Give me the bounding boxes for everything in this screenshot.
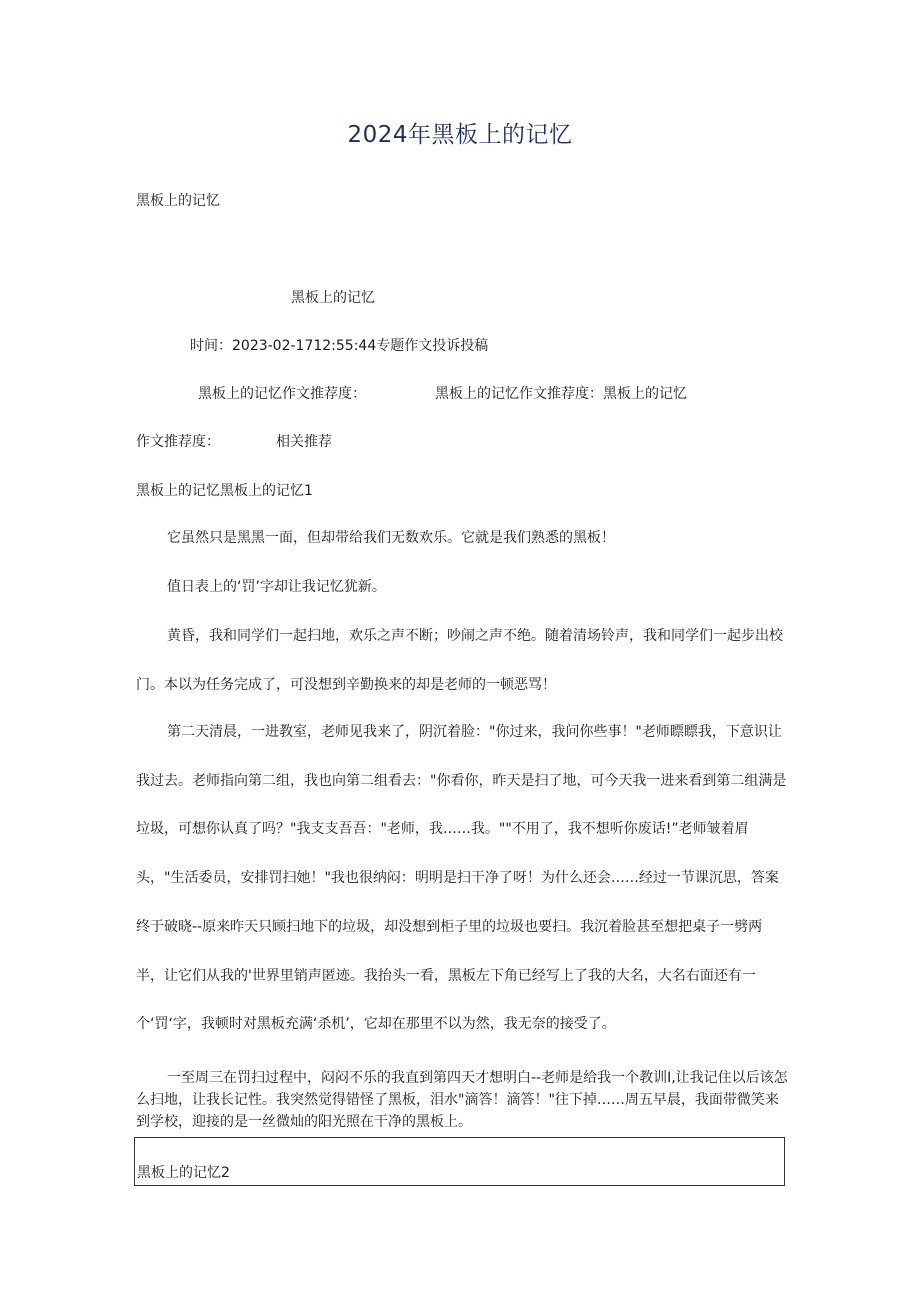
section-heading-1: 黑板上的记忆黑板上的记忆1 [136,483,313,499]
document-subtitle: 黑板上的记忆 [136,193,220,209]
recommend-label-3: 作文推荐度： [136,434,220,450]
section-heading-2: 黑板上的记忆2 [137,1165,230,1181]
paragraph: 值日表上的‘罚’字却让我记忆犹新。 [167,579,386,595]
article-inner-title: 黑板上的记忆 [291,290,375,306]
paragraph: 一至周三在罚扫过程中，闷闷不乐的我直到第四天才想明白--老师是给我一个教训I,让我记住以后该怎么扫地，让我长记性。我突然觉得错怪了黑板，泪水"滴答！滴答！"往下掉……周五早晨，我面带微笑来到学校，迎接的是一丝微灿的阳光照在干净的黑板上。 [136,1070,788,1130]
recommend-label-1: 黑板上的记忆作文推荐度： [198,386,366,402]
document-title: 2024年黑板上的记忆 [347,122,573,148]
paragraph: 第二天清晨，一进教室，老师见我来了，阴沉着脸："你过来，我问你些事！"老师瞟瞟我，下意识让我过去。老师指向第二组，我也向第二组看去："你看你，昨天是扫了地，可今天我一进来看到第二组满是垃圾，可想你认真了吗？"我支支吾吾："老师，我……我。""不用了，我不想听你废话!”老师皱着眉头，"生活委员，安排罚扫她！"我也很纳闷：明明是扫干净了呀！为什么还会……经过一节课沉思，答案终于破晓--原来昨天只顾扫地下的垃圾，却没想到柜子里的垃圾也要扫。我沉着脸甚至想把桌子一劈两半，让它们从我的'世界里销声匿迹。我抬头一看，黑板左下角已经写上了我的大名，大名右面还有一个‘罚‘字，我顿时对黑板充满‘杀机’，它却在那里不以为然，我无奈的接受了。 [136,724,787,1033]
related-link[interactable]: 相关推荐 [276,434,332,450]
paragraph: 它虽然只是黑黑一面，但却带给我们无数欢乐。它就是我们熟悉的黑板！ [167,530,615,546]
section-heading-2-box [134,1137,785,1186]
recommend-label-2: 黑板上的记忆作文推荐度：黑板上的记忆 [435,386,687,402]
article-meta-line: 时间：2023-02-1712:55:44专题作文投诉投稿 [190,338,489,354]
paragraph: 黄昏，我和同学们一起扫地，欢乐之声不断；吵闹之声不绝。随着清场铃声，我和同学们一起步出校门。本以为任务完成了，可没想到辛勤换来的却是老师的一顿恶骂！ [136,628,783,693]
